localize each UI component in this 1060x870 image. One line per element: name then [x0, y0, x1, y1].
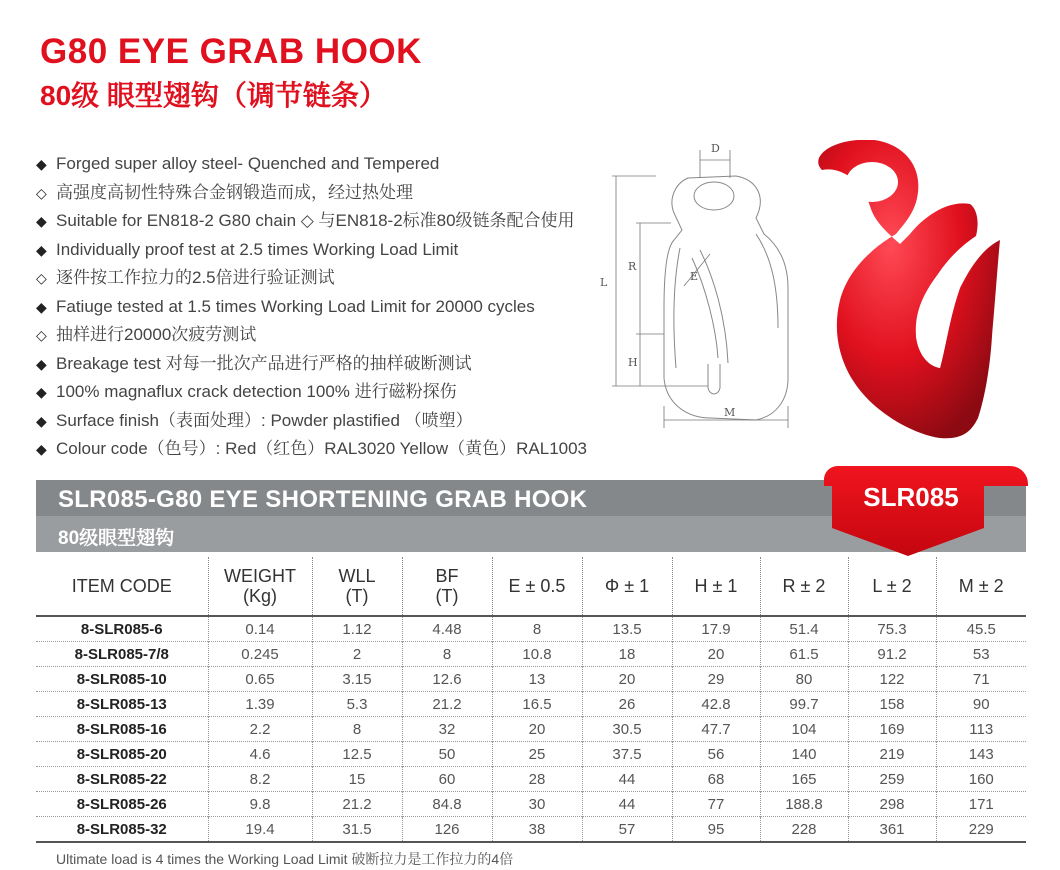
table-cell: 29 [672, 667, 760, 692]
feature-item: ◆ Breakage test 对每一批次产品进行严格的抽样破断测试 [36, 350, 596, 379]
feature-item: ◆ Surface finish（表面处理）: Powder plastified （喷塑） [36, 407, 596, 436]
page-title: G80 EYE GRAB HOOK [40, 32, 422, 71]
table-cell: 95 [672, 817, 760, 843]
diamond-outline-bullet-icon: ◇ [36, 184, 47, 201]
table-cell: 12.6 [402, 667, 492, 692]
dim-label-l: L [600, 276, 608, 289]
table-cell: 20 [582, 667, 672, 692]
table-row [36, 692, 1026, 717]
diamond-bullet-icon: ◆ [36, 241, 47, 258]
table-cell: 8 [402, 642, 492, 667]
table-cell: 122 [848, 667, 936, 692]
column-header: WLL (T) [312, 557, 402, 616]
hook-dimension-drawing [596, 138, 816, 438]
table-row [36, 667, 1026, 692]
table-cell: 17.9 [672, 616, 760, 642]
table-cell: 259 [848, 767, 936, 792]
table-cell: 1.39 [208, 692, 312, 717]
table-cell: 30.5 [582, 717, 672, 742]
table-cell: 0.14 [208, 616, 312, 642]
table-cell: 57 [582, 817, 672, 843]
table-cell: 68 [672, 767, 760, 792]
column-header: ITEM CODE [36, 557, 208, 616]
table-cell: 30 [492, 792, 582, 817]
item-code-cell: 8-SLR085-10 [36, 667, 208, 692]
table-cell: 37.5 [582, 742, 672, 767]
table-row [36, 742, 1026, 767]
table-cell: 8 [492, 616, 582, 642]
table-cell: 10.8 [492, 642, 582, 667]
table-header-row [36, 557, 1026, 616]
table-cell: 91.2 [848, 642, 936, 667]
spec-table [36, 557, 1026, 843]
column-header: E ± 0.5 [492, 557, 582, 616]
table-cell: 9.8 [208, 792, 312, 817]
table-cell: 90 [936, 692, 1026, 717]
table-cell: 31.5 [312, 817, 402, 843]
diamond-bullet-icon: ◆ [36, 412, 47, 429]
page-subtitle: 80级 眼型翅钩（调节链条） [40, 80, 387, 111]
table-cell: 77 [672, 792, 760, 817]
feature-item: ◇ 高强度高韧性特殊合金钢锻造而成，经过热处理 [36, 179, 596, 208]
table-cell: 13 [492, 667, 582, 692]
diamond-bullet-icon: ◆ [36, 384, 47, 400]
table-cell: 0.65 [208, 667, 312, 692]
table-cell: 169 [848, 717, 936, 742]
item-code-cell: 8-SLR085-22 [36, 767, 208, 792]
section-subtitle: 80级眼型翅钩 [58, 528, 175, 549]
table-cell: 99.7 [760, 692, 848, 717]
column-header: L ± 2 [848, 557, 936, 616]
table-cell: 140 [760, 742, 848, 767]
table-cell: 18 [582, 642, 672, 667]
table-cell: 0.245 [208, 642, 312, 667]
table-cell: 20 [672, 642, 760, 667]
table-cell: 165 [760, 767, 848, 792]
section-title: SLR085-G80 EYE SHORTENING GRAB HOOK [58, 486, 588, 513]
feature-item: ◆ Suitable for EN818-2 G80 chain ◇ 与EN818-2标准80级链条配合使用 [36, 207, 596, 236]
column-header: Φ ± 1 [582, 557, 672, 616]
table-cell: 42.8 [672, 692, 760, 717]
dim-label-e: E [690, 270, 699, 283]
feature-item: ◆ Individually proof test at 2.5 times Working Load Limit [36, 236, 596, 265]
table-cell: 3.15 [312, 667, 402, 692]
diamond-bullet-icon: ◆ [36, 298, 47, 315]
item-code-cell: 8-SLR085-16 [36, 717, 208, 742]
table-cell: 171 [936, 792, 1026, 817]
table-cell: 5.3 [312, 692, 402, 717]
column-header: H ± 1 [672, 557, 760, 616]
column-header: WEIGHT (Kg) [208, 557, 312, 616]
dim-label-m: M [724, 406, 736, 419]
table-cell: 8 [312, 717, 402, 742]
column-header: R ± 2 [760, 557, 848, 616]
table-cell: 21.2 [312, 792, 402, 817]
table-cell: 21.2 [402, 692, 492, 717]
table-cell: 60 [402, 767, 492, 792]
item-code-cell: 8-SLR085-32 [36, 817, 208, 843]
item-code-cell: 8-SLR085-13 [36, 692, 208, 717]
item-code-cell: 8-SLR085-20 [36, 742, 208, 767]
table-cell: 26 [582, 692, 672, 717]
table-cell: 158 [848, 692, 936, 717]
table-cell: 2.2 [208, 717, 312, 742]
dim-label-h: H [628, 356, 638, 369]
table-cell: 219 [848, 742, 936, 767]
item-code-cell: 8-SLR085-7/8 [36, 642, 208, 667]
table-cell: 38 [492, 817, 582, 843]
table-cell: 4.6 [208, 742, 312, 767]
table-cell: 126 [402, 817, 492, 843]
table-cell: 228 [760, 817, 848, 843]
column-header: M ± 2 [936, 557, 1026, 616]
table-cell: 15 [312, 767, 402, 792]
table-cell: 104 [760, 717, 848, 742]
table-row [36, 767, 1026, 792]
table-cell: 13.5 [582, 616, 672, 642]
footnote: Ultimate load is 4 times the Working Load Limit 破断拉力是工作拉力的4倍 [56, 851, 514, 867]
table-cell: 45.5 [936, 616, 1026, 642]
item-code-cell: 8-SLR085-6 [80, 620, 163, 638]
table-cell: 44 [582, 792, 672, 817]
table-row [36, 792, 1026, 817]
dim-label-r: R [628, 260, 637, 273]
feature-list [36, 150, 596, 464]
item-code-cell: 8-SLR085-26 [36, 792, 208, 817]
table-cell: 4.48 [402, 616, 492, 642]
table-cell: 84.8 [402, 792, 492, 817]
table-row [36, 717, 1026, 742]
table-row [36, 817, 1026, 843]
table-cell: 50 [402, 742, 492, 767]
feature-item: ◇ 抽样进行20000次疲劳测试 [36, 321, 596, 350]
feature-item: ◆ Fatiuge tested at 1.5 times Working Load Limit for 20000 cycles [36, 293, 596, 322]
red-hook-product-image [800, 140, 1020, 450]
table-cell: 229 [936, 817, 1026, 843]
diamond-bullet-icon: ◆ [36, 156, 47, 172]
feature-item: ◇ 逐件按工作拉力的2.5倍进行验证测试 [36, 264, 596, 293]
table-cell: 51.4 [760, 616, 848, 642]
diamond-outline-bullet-icon: ◇ [36, 270, 47, 286]
table-cell: 12.5 [312, 742, 402, 767]
table-row [36, 616, 1026, 642]
table-cell: 8.2 [208, 767, 312, 792]
table-cell: 25 [492, 742, 582, 767]
table-cell: 113 [936, 717, 1026, 742]
table-cell: 188.8 [760, 792, 848, 817]
table-cell: 53 [936, 642, 1026, 667]
model-tag-label: SLR085 [863, 482, 959, 512]
feature-item: ◆ Colour code（色号）: Red（红色）RAL3020 Yellow（黄色）RAL1003 [36, 435, 596, 464]
table-cell: 20 [492, 717, 582, 742]
feature-item: ◆ Forged super alloy steel- Quenched and Tempered [36, 150, 596, 179]
table-cell: 44 [582, 767, 672, 792]
table-cell: 47.7 [672, 717, 760, 742]
spec-table-body [36, 616, 1026, 842]
table-cell: 143 [936, 742, 1026, 767]
table-row [36, 642, 1026, 667]
diamond-bullet-icon: ◆ [36, 441, 47, 457]
table-cell: 61.5 [760, 642, 848, 667]
table-cell: 28 [492, 767, 582, 792]
table-cell: 361 [848, 817, 936, 843]
table-cell: 56 [672, 742, 760, 767]
table-cell: 75.3 [848, 616, 936, 642]
model-tag [824, 466, 1028, 558]
table-cell: 1.12 [312, 616, 402, 642]
table-cell: 298 [848, 792, 936, 817]
dim-label-d: D [711, 142, 720, 155]
feature-item: ◆ 100% magnaflux crack detection 100% 进行磁粉探伤 [36, 378, 596, 407]
table-cell: 16.5 [492, 692, 582, 717]
diamond-bullet-icon: ◆ [36, 355, 47, 372]
table-cell: 160 [936, 767, 1026, 792]
table-cell: 32 [402, 717, 492, 742]
table-cell: 2 [312, 642, 402, 667]
diamond-bullet-icon: ◆ [36, 213, 47, 229]
column-header: BF (T) [402, 557, 492, 616]
table-cell: 80 [760, 667, 848, 692]
diamond-outline-bullet-icon: ◇ [36, 327, 47, 343]
table-cell: 19.4 [208, 817, 312, 843]
table-cell: 71 [936, 667, 1026, 692]
